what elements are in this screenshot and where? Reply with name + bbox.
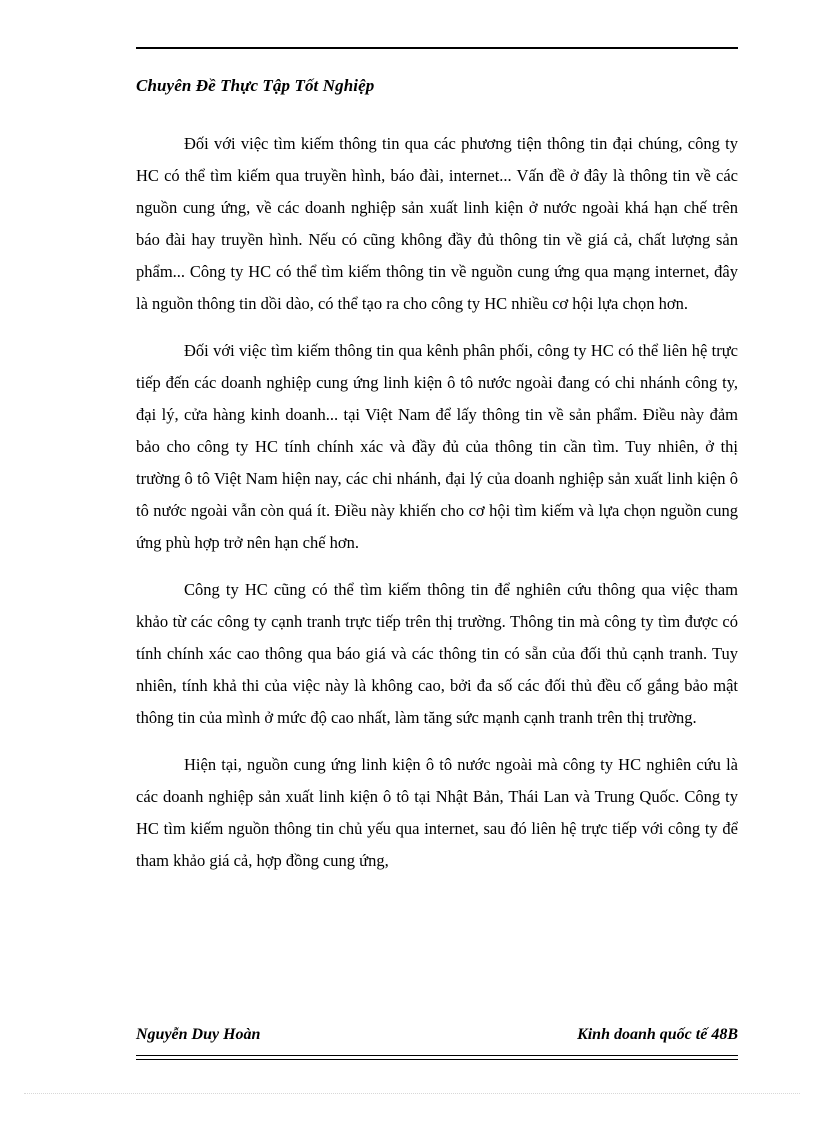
document-body xyxy=(136,128,738,892)
footer-class: Kinh doanh quốc tế 48B xyxy=(577,1026,738,1043)
footer-rule xyxy=(136,1055,738,1060)
page-edge-divider xyxy=(24,1093,800,1094)
paragraph: Công ty HC cũng có thể tìm kiếm thông tin để nghiên cứu thông qua việc tham khảo từ các công ty cạnh tranh trực tiếp trên thị trường. Thông tin mà công ty tìm được có tính chính xác cao thông qua báo giá và các thông tin có sẵn của đối thủ cạnh tranh. Tuy nhiên, tính khả thi của việc này là không cao, bởi đa số các đối thủ đều cố gắng bảo mật thông tin của mình ở mức độ cao nhất, làm tăng sức mạnh cạnh tranh trên thị trường. xyxy=(136,580,738,727)
header-title: Chuyên Đề Thực Tập Tốt Nghiệp xyxy=(136,76,375,95)
header-rule xyxy=(136,47,738,49)
paragraph: Đối với việc tìm kiếm thông tin qua kênh phân phối, công ty HC có thể liên hệ trực tiếp đến các doanh nghiệp cung ứng linh kiện ô tô nước ngoài đang có chi nhánh công ty, đại lý, cửa hàng kinh doanh... tại Việt Nam để lấy thông tin về sản phẩm. Điều này đảm bảo cho công ty HC tính chính xác và đầy đủ của thông tin cần tìm. Tuy nhiên, ở thị trường ô tô Việt Nam hiện nay, các chi nhánh, đại lý của doanh nghiệp sản xuất linh kiện ô tô nước ngoài vẫn còn quá ít. Điều này khiến cho cơ hội tìm kiếm và lựa chọn nguồn cung ứng phù hợp trở nên hạn chế hơn. xyxy=(136,341,738,552)
paragraph: Hiện tại, nguồn cung ứng linh kiện ô tô nước ngoài mà công ty HC nghiên cứu là các doanh nghiệp sản xuất linh kiện ô tô tại Nhật Bản, Thái Lan và Trung Quốc. Công ty HC tìm kiếm nguồn thông tin chủ yếu qua internet, sau đó liên hệ trực tiếp với công ty để tham khảo giá cả, hợp đồng cung ứng, xyxy=(136,755,738,870)
paragraph: Đối với việc tìm kiếm thông tin qua các phương tiện thông tin đại chúng, công ty HC có thể tìm kiếm qua truyền hình, báo đài, internet... Vấn đề ở đây là thông tin về các nguồn cung ứng, về các doanh nghiệp sản xuất linh kiện ở nước ngoài khá hạn chế trên báo đài hay truyền hình. Nếu có cũng không đầy đủ thông tin về giá cả, chất lượng sản phẩm... Công ty HC có thể tìm kiếm thông tin về nguồn cung ứng qua mạng internet, đây là nguồn thông tin dồi dào, có thể tạo ra cho công ty HC nhiều cơ hội lựa chọn hơn. xyxy=(136,134,738,313)
footer-author: Nguyễn Duy Hoàn xyxy=(136,1026,261,1043)
